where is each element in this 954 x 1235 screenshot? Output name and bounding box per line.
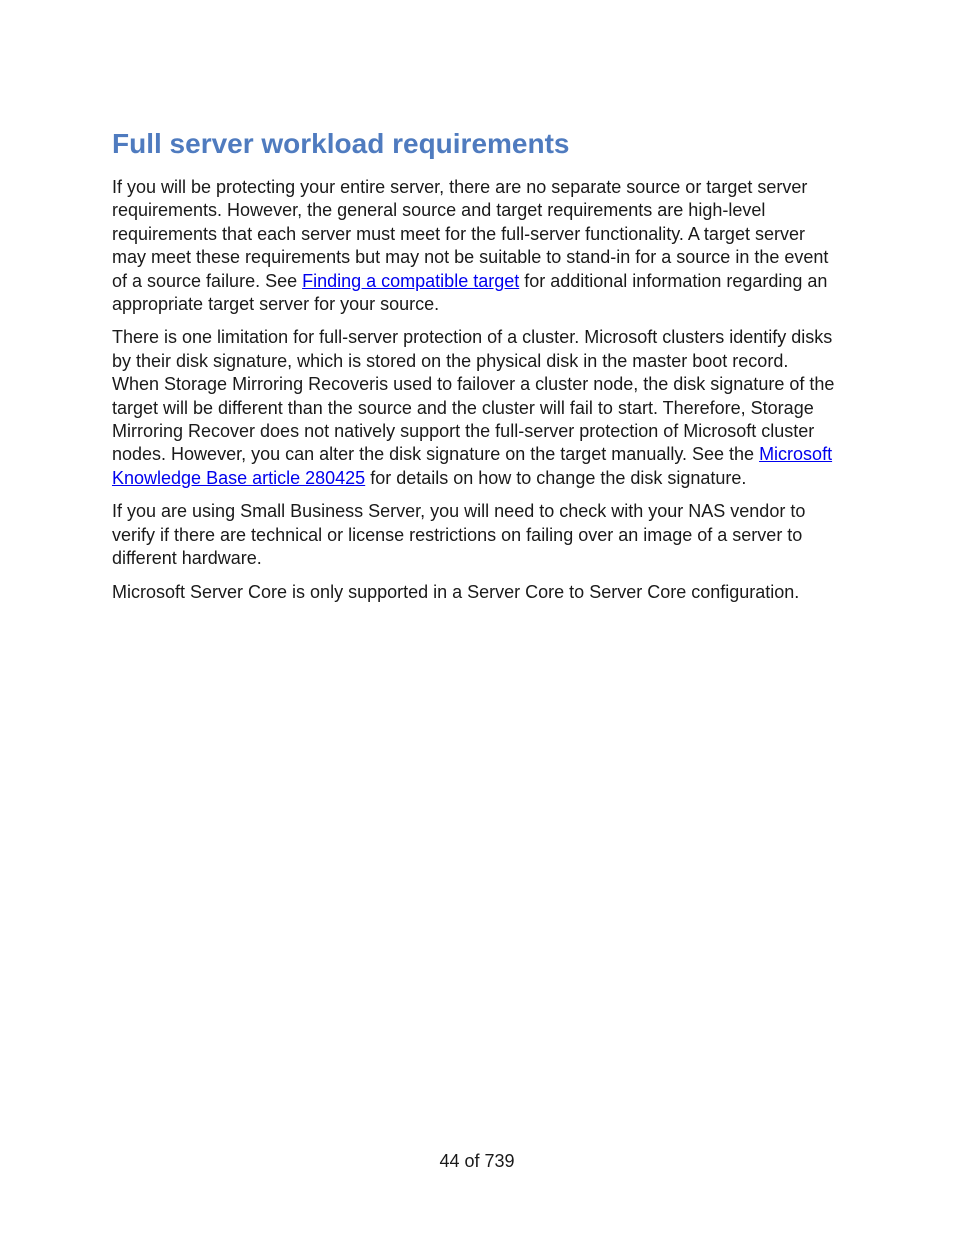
paragraph-cluster-text-after: for details on how to change the disk signature. bbox=[365, 467, 747, 488]
document-page bbox=[112, 126, 840, 614]
paragraph-intro-text-after: for additional information regarding an appropriate target server for your source. bbox=[112, 270, 828, 315]
paragraph-cluster-text-before: There is one limitation for full-server protection of a cluster. Microsoft clusters identify disks by their disk signature, which is stored on the physical disk in the master boot record. When Storage Mirroring Recoveris used to failover a cluster node, the disk signature of the target will be different than the source and the cluster will fail to start. Therefore, Storage Mirroring Recover does not natively support the full-server protection of Microsoft cluster nodes. However, you can alter the disk signature on the target manually. See the bbox=[112, 327, 835, 465]
finding-compatible-target-link[interactable]: Finding a compatible target bbox=[302, 270, 520, 291]
page-number: 44 of 739 bbox=[439, 1151, 515, 1171]
paragraph-server-core: Microsoft Server Core is only supported in a Server Core to Server Core configuration. bbox=[112, 581, 800, 602]
paragraph-small-business-server: If you are using Small Business Server, you will need to check with your NAS vendor to verify if there are technical or license restrictions on failing over an image of a server to different hardware. bbox=[112, 501, 806, 569]
paragraph-cluster-limitation bbox=[112, 326, 840, 490]
paragraph-intro-text-before: If you will be protecting your entire server, there are no separate source or target server requirements. However, the general source and target requirements are high-level requirements that each server must meet for the full-server functionality. A target server may meet these requirements but may not be suitable to stand-in for a source in the event of a source failure. See bbox=[112, 177, 829, 291]
page-title: Full server workload requirements bbox=[112, 128, 570, 159]
paragraph-intro bbox=[112, 176, 840, 316]
kb-article-link[interactable]: Microsoft Knowledge Base article 280425 bbox=[112, 444, 833, 488]
